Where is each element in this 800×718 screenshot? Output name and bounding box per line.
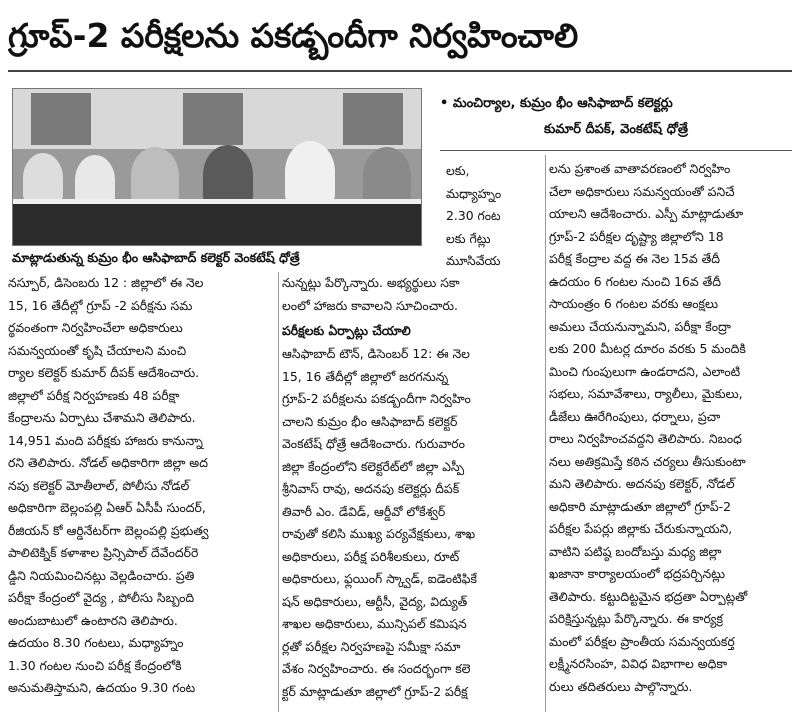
text-line: అధికారిగా బెల్లంపల్లి ఏఆర్‌ ఏసీపీ సుందర్‌, xyxy=(8,500,206,515)
subheading: పరీక్షలకు ఏర్పాట్లు చేయాలి xyxy=(282,323,411,338)
text-line: డీజేలు ఊరేగింపులు, ధర్నాలు, ప్రచా xyxy=(549,408,721,424)
text-line: జిల్లా కేంద్రంలోని కలెక్టరేట్‌లో జిల్లా ఎస్పీ xyxy=(282,458,465,474)
text-line: యాలని ఆదేశించారు. ఎస్పీ మాట్లాడుతూ xyxy=(549,206,744,221)
byline-rule xyxy=(440,150,792,151)
text-line: రావుతో కలిసి ముఖ్య పర్యవేక్షకులు, శాఖ xyxy=(282,526,476,541)
text-line: మంలో పరీక్షల ప్రాంతీయ సమన్వయకర్త xyxy=(549,633,735,649)
article-column-2 xyxy=(282,343,542,703)
text-line: ర్యాల కలెక్టర్‌ కుమార్‌ దీపక్‌ ఆదేశించారు. xyxy=(8,365,200,380)
text-line: ఖజానా కార్యాలయంలో భద్రపర్చినట్లు xyxy=(549,566,725,581)
text-line: ఆసిఫాబాద్‌ టౌన్‌, డిసెంబర్‌ 12: ఈ నెల xyxy=(282,346,470,361)
text-line: గ్రూప్‌-2 పరీక్షల దృష్ట్యా జిల్లాలోని 18 xyxy=(549,228,724,244)
article-column-1 xyxy=(8,272,274,700)
byline xyxy=(440,88,792,148)
byline-line2: కుమార్‌ దీపక్‌, వెంకటేష్‌ ధోత్రే xyxy=(544,122,688,137)
text-line: రులు తదితరులు పాల్గొన్నారు. xyxy=(549,678,693,694)
text-line: వేశం నిర్వహించారు. ఈ సందర్భంగా కలె xyxy=(282,661,471,676)
text-line: చాలని కుమ్రం భీం ఆసిఫాబాద్‌ కలెక్టర్‌ xyxy=(282,413,458,429)
text-line: మని తెలిపారు. అదనపు కలెక్టర్‌, నోడల్‌ xyxy=(549,476,735,491)
text-line: డ్డిని నియమించినట్లు వెల్లడించారు. ప్రతి xyxy=(8,567,195,583)
text-line: పాలిటెక్నిక్‌ కళాశాల ప్రిన్సిపాల్‌ దేవేందర్‌రె xyxy=(8,545,199,560)
text-line: పరీక్షా కేంద్రంలో వైద్య , పోలీసు సిబ్బంది xyxy=(8,590,195,605)
text-line: జిల్లాలో పరీక్ష నిర్వహణకు 48 పరీక్షా xyxy=(8,387,180,403)
text-line: మించి గుంపులుగా ఉండరాదని, ఎలాంటి xyxy=(549,363,741,379)
text-line: లకు 200 మీటర్ల దూరం వరకు 5 మందికి xyxy=(549,341,746,356)
text-line: లంలో హాజరు కావాలని సూచించారు. xyxy=(282,297,458,313)
text-line: పరిక్షిస్తున్నట్లు పేర్కొన్నారు. ఈ కార్యక్ర xyxy=(549,611,723,626)
byline-line1: • మంచిర్యాల, కుమ్రం భీం ఆసిఫాబాద్‌ కలెక్టర్లు xyxy=(440,96,673,111)
article-column-2-continued xyxy=(282,272,542,317)
text-line: ఉదయం 6 గంటల నుంచి 16వ తేదీ xyxy=(549,273,722,289)
text-line: శాఖల అధికారులు, మున్సిపల్‌ కమిషన xyxy=(282,616,467,631)
text-line: మధ్యాహ్నం xyxy=(446,185,502,201)
text-line: ర్థవంతంగా నిర్వహించేలా అధికారులు xyxy=(8,320,183,335)
text-line: 14,951 మంది పరీక్షకు హాజరు కానున్నా xyxy=(8,432,203,448)
text-line: సాయంత్రం 6 గంటల వరకు ఆంక్షలు xyxy=(549,296,719,311)
text-line: గ్రూప్‌-2 పరీక్షలను పకడ్బందీగా నిర్వహిం xyxy=(282,391,471,406)
text-line: లకు గేట్లు xyxy=(446,230,491,246)
headline: గ్రూప్‌-2 పరీక్షలను పకడ్బందీగా నిర్వహించాలి xyxy=(8,16,579,55)
text-line: చేలా అధికారులు సమన్వయంతో పనిచే xyxy=(549,183,735,199)
text-line: శ్రీనివాస్‌ రావు, అదనపు కలెక్టర్లు దీపక్‌ xyxy=(282,481,460,496)
text-line: వెంకటేష్‌ ధోత్రే ఆదేశించారు. గురువారం xyxy=(282,436,465,451)
column-divider xyxy=(545,155,546,712)
text-line: షన్‌ అధికారులు, ఆర్టీసీ, వైద్య, విద్యుత్‌ xyxy=(282,593,468,609)
text-line: తివారీ ఎం. డేవిడ్‌, ఆర్డీవో లోకేశ్వర్‌ xyxy=(282,503,446,519)
text-line: మూసివేయ xyxy=(446,253,501,268)
text-line: సమన్వయంతో కృషి చేయాలని మంచి xyxy=(8,342,187,358)
text-line: రని తెలిపారు. నోడల్‌ అధికారిగా జిల్లా అద xyxy=(8,455,208,470)
text-line: రాలు నిర్వహించవద్దని తెలిపారు. నిబంధ xyxy=(549,431,742,446)
text-line: అధికారులు, పరీక్ష పరిశీలకులు, రూట్‌ xyxy=(282,548,460,564)
text-line: తెలిపారు. కట్టుదిట్టమైన భద్రతా ఏర్పాట్లతో xyxy=(549,588,748,604)
article-column-2-top xyxy=(446,160,536,273)
text-line: అమలు చేయనున్నామని, పరీక్షా కేంద్రా xyxy=(549,318,731,334)
headline-rule xyxy=(8,70,792,72)
text-line: అనుమతిస్తామని, ఉదయం 9.30 గంట xyxy=(8,680,196,695)
text-line: కేంద్రాలను ఏర్పాటు చేశామని తెలిపారు. xyxy=(8,410,196,425)
text-line: అధికారులు, ఫ్లయింగ్‌ స్క్వాడ్‌, ఐడెంటిఫికే xyxy=(282,571,477,586)
text-line: 15, 16 తేదీల్లో గ్రూప్‌ -2 పరీక్షను సమ xyxy=(8,297,193,313)
photo-caption: మాట్లాడుతున్న కుమ్రం భీం ఆసిఫాబాద్‌ కలెక్టర్‌ వెంకటేష్‌ ధోత్రే xyxy=(12,250,300,265)
text-line: లకు, xyxy=(446,163,470,178)
text-line: పరీక్ష కేంద్రాల వద్ద ఈ నెల 15వ తేదీ xyxy=(549,251,720,266)
text-line: క్టర్‌ మాట్లాడుతూ జిల్లాలో గ్రూప్‌-2 పరీక్ష xyxy=(282,683,468,699)
text-line: 15, 16 తేదీల్లో జిల్లాలో జరగనున్న xyxy=(282,368,449,384)
text-line: ఉదయం 8.30 గంటలు, మధ్యాహ్నం xyxy=(8,635,184,650)
text-line: 1.30 గంటల నుంచి పరీక్ష కేంద్రంలోకి xyxy=(8,657,182,673)
text-line: నున్నట్లు పేర్కొన్నారు. అభ్యర్థులు సకా xyxy=(282,275,460,290)
text-line: వాటిని పటిష్ఠ బందోబస్తు మధ్య జిల్లా xyxy=(549,543,722,559)
article-column-3 xyxy=(549,158,794,698)
text-line: నస్పూర్‌, డిసెంబరు 12 : జిల్లాలో ఈ నెల xyxy=(8,275,204,290)
text-line: సభలు, సమావేశాలు, ర్యాలీలు, మైకులు, xyxy=(549,386,743,401)
text-line: అందుబాటులో ఉంటారని తెలిపారు. xyxy=(8,612,178,628)
text-line: నపు కలెక్టర్‌ మోతీలాల్‌, పోలీసు నోడల్‌ xyxy=(8,477,190,493)
text-line: ర్లతో పరీక్షల నిర్వహణపై సమీక్షా సమా xyxy=(282,638,461,654)
text-line: 2.30 గంట xyxy=(446,208,501,223)
news-photo xyxy=(12,88,422,246)
text-line: పరీక్షల పేపర్లు జిల్లాకు చేరుకున్నాయని, xyxy=(549,521,733,536)
text-line: లక్ష్మీనరసింహ, వివిధ విభాగాల అధికా xyxy=(549,656,728,671)
text-line: లను ప్రశాంత వాతావరణంలో నిర్వహిం xyxy=(549,161,731,176)
text-line: అధికారి మాట్లాడుతూ జిల్లాలో గ్రూప్‌-2 xyxy=(549,498,732,514)
column-divider xyxy=(278,272,279,712)
text-line: రీజియన్‌ కో ఆర్డినేటర్‌గా బెల్లంపల్లి ప్రభుత్వ xyxy=(8,522,209,538)
text-line: నలు అతిక్రమిస్తే కఠిన చర్యలు తీసుకుంటా xyxy=(549,453,746,469)
